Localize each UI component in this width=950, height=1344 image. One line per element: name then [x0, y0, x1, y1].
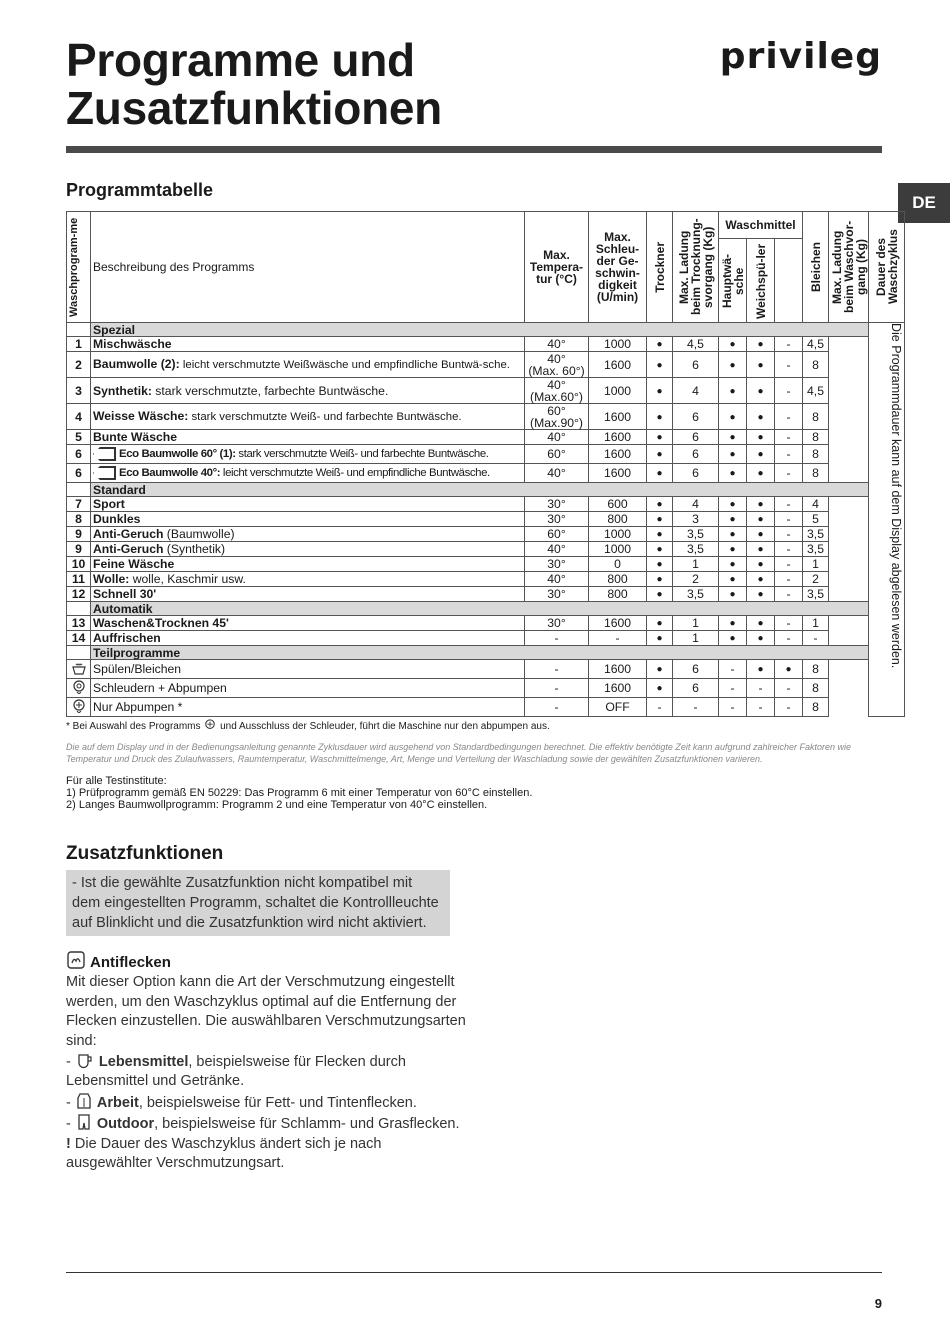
table-row: 13 Waschen&Trocknen 45' 30° 1600 ● 1 ● ● - 1: [67, 616, 905, 631]
table-row: 6 Eco Baumwolle 60° (1): stark verschmutzte Weiß- und farbechte Buntwäsche. 60° 1600 ● 6 ● ● - 8: [67, 445, 905, 464]
compatibility-notice: - Ist die gewählte Zusatzfunktion nicht kompatibel mit dem eingestellten Programm, schaltet die Kontrollleuchte auf Blinklicht und die Zusatzfunktion wird nicht aktiviert.: [66, 870, 450, 936]
table-row: 2 Baumwolle (2): leicht verschmutzte Weißwäsche und empfindliche Buntwä-sche. 40° (Max. 60°) 1600 ● 6 ● ● - 8: [67, 352, 905, 378]
table-row: 6 Eco Baumwolle 40°: leicht verschmutzte Weiß- und empfindliche Buntwäsche. 40° 1600 ● 6 ● ● - 8: [67, 464, 905, 483]
table-row: 9 Anti-Geruch (Synthetik) 40° 1000 ● 3,5 ● ● - 3,5: [67, 542, 905, 557]
stain-icon: [66, 950, 86, 970]
col-header-program: Waschprogram-me: [67, 217, 80, 317]
table-row: 11 Wolle: wolle, Kaschmir usw. 40° 800 ● 2 ● ● - 2: [67, 572, 905, 587]
table-row: 5 Bunte Wäsche 40° 1600 ● 6 ● ● - 8: [67, 430, 905, 445]
drain-icon: [203, 719, 217, 731]
test-institutes-note: Für alle Testinstitute: 1) Prüfprogramm gemäß EN 50229: Das Programm 6 mit einer Temperatur von 60°C einstellen. 2) Langes Baumwollprogramm: Programm 2 und eine Temperatur von 40°C einstellen.: [66, 775, 533, 811]
zusatz-heading: Zusatzfunktionen: [66, 843, 224, 864]
section-row-automatik: Automatik: [67, 602, 905, 616]
col-header-temp: Max. Tempera-tur (°C): [525, 212, 589, 323]
section-row-teilprogramme: Teilprogramme: [67, 646, 905, 660]
warning-mark: !: [66, 1135, 71, 1152]
antiflecken-section: Antiflecken Mit dieser Option kann die Art der Verschmutzung eingestellt werden, um den Waschzyklus optimal auf die Entfernung der Flecken einzustellen. Die auswählbaren Verschmutzungsarten sind: - Lebensmittel, beispielsweise für Flecken durch Lebensmittel und Getränke. - Arbeit, beispielsweise für Fett- und Tintenflecken. - Outdoor, beispielsweise für Schlamm- und Grasflecken. ! Die Dauer des Waschzyklus ändert sich je nach ausgewählter Verschmutzungsart.: [66, 950, 466, 1173]
table-row: 8 Dunkles 30° 800 ● 3 ● ● - 5: [67, 512, 905, 527]
col-header-dryer: Trockner: [652, 241, 667, 293]
col-header-duration: Dauer des Waschzyklus: [873, 229, 900, 305]
duration-disclaimer: Die auf dem Display und in der Bedienungsanleitung genannte Zyklusdauer wird ausgehend von Standardbedingungen berechnet. Die effektiv benötigte Zeit kann aufgrund zahlreicher Faktoren wie Temperatur und Druck des Zulaufwassers, Raumtemperatur, Waschmittelmenge, Art, Menge und Verteilung der Waschladung sowie der gewählten Zusatzfunktionen variieren.: [66, 742, 852, 764]
brand-logo: privileg: [719, 36, 882, 77]
col-header-bleach: Bleichen: [808, 241, 823, 292]
table-row: 1 Mischwäsche 40° 1000 ● 4,5 ● ● - 4,5: [67, 337, 905, 352]
table-row: 12 Schnell 30' 30° 800 ● 3,5 ● ● - 3,5: [67, 587, 905, 602]
eco-icon: [93, 447, 116, 461]
table-row: 7 Sport 30° 600 ● 4 ● ● - 4: [67, 497, 905, 512]
duration-note: Die Programmdauer kann auf dem Display abgelesen werden.: [869, 323, 905, 717]
table-row: 10 Feine Wäsche 30° 0 ● 1 ● ● - 1: [67, 557, 905, 572]
language-tab: DE: [898, 183, 950, 223]
table-heading: Programmtabelle: [66, 180, 214, 200]
outdoor-stain-icon: [75, 1113, 93, 1131]
header-rule: [66, 146, 882, 153]
page-title: Programme und Zusatzfunktionen: [66, 34, 442, 134]
drain-icon: [71, 699, 87, 713]
section-row-spezial: Spezial Die Programmdauer kann auf dem Display abgelesen werden.: [67, 323, 905, 337]
antiflecken-heading: Antiflecken: [90, 954, 171, 971]
col-header-main-wash: Hauptwä-sche: [719, 253, 746, 308]
section-row-standard: Standard: [67, 483, 905, 497]
col-header-wash-load: Max. Ladung beim Waschvor-gang (Kg): [829, 220, 868, 314]
col-header-softener: Weichspü-ler: [753, 242, 768, 319]
col-header-spin: Max. Schleu-der Ge-schwin-digkeit (U/min): [589, 212, 647, 323]
food-stain-icon: [75, 1051, 95, 1069]
program-table: [66, 211, 905, 717]
table-row: 9 Anti-Geruch (Baumwolle) 60° 1000 ● 3,5 ● ● - 3,5: [67, 527, 905, 542]
work-stain-icon: [75, 1092, 93, 1110]
col-header-dry-load: Max. Ladung beim Trocknung-svorgang (Kg): [676, 218, 715, 316]
footer-rule: [66, 1272, 882, 1273]
eco-icon: [93, 466, 116, 480]
table-row: 4 Weisse Wäsche: stark verschmutzte Weiß- und farbechte Buntwäsche. 60° (Max.90°) 1600 ● 6 ● ● - 8: [67, 404, 905, 430]
col-header-detergent: Waschmittel: [719, 212, 803, 239]
table-row: Schleudern + Abpumpen - 1600 ● 6 - - - 8: [67, 679, 905, 698]
col-header-description: Beschreibung des Programms: [91, 212, 525, 323]
table-footnote: * Bei Auswahl des Programms und Ausschluss der Schleuder, führt die Maschine nur den abpumpen aus.: [66, 721, 550, 732]
rinse-icon: [71, 661, 87, 675]
table-row: Spülen/Bleichen - 1600 ● 6 - ● ● 8: [67, 660, 905, 679]
table-row: Nur Abpumpen * - OFF - - - - - 8: [67, 698, 905, 717]
spin-drain-icon: [71, 680, 87, 694]
header-row: [67, 212, 905, 239]
table-row: 14 Auffrischen - - ● 1 ● ● - -: [67, 631, 905, 646]
page-number: 9: [874, 1296, 882, 1311]
table-row: 3 Synthetik: stark verschmutzte, farbechte Buntwäsche. 40° (Max.60°) 1000 ● 4 ● ● - 4,5: [67, 378, 905, 404]
